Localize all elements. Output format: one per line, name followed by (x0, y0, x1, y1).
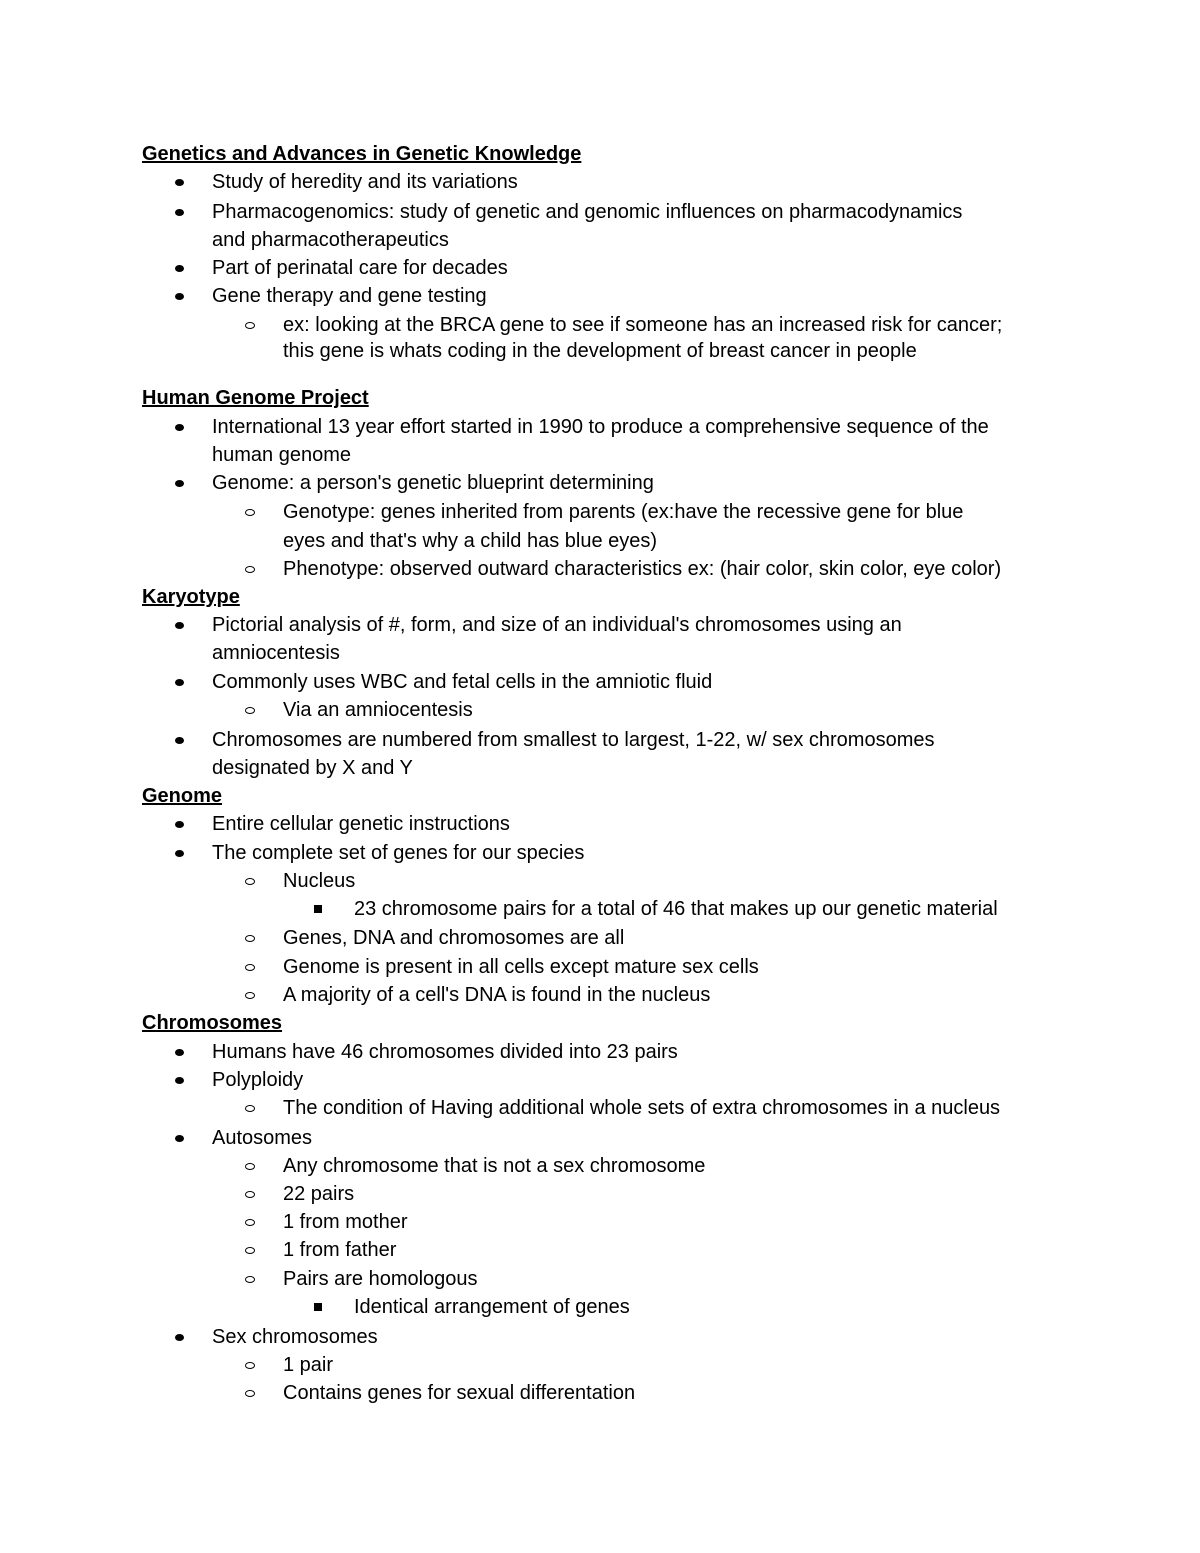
hollow-bullet-icon (245, 1276, 255, 1283)
bullet-icon (175, 622, 184, 629)
list-item-text: Entire cellular genetic instructions (212, 813, 510, 835)
section-heading: Genetics and Advances in Genetic Knowledge (142, 143, 582, 165)
square-bullet-icon (314, 905, 322, 913)
bullet-icon (175, 265, 184, 272)
bullet-icon (175, 850, 184, 857)
bullet-icon (175, 293, 184, 300)
hollow-bullet-icon (245, 509, 255, 516)
list-item-text: Commonly uses WBC and fetal cells in the amniotic fluid (212, 671, 713, 693)
list-item-text: Study of heredity and its variations (212, 171, 518, 193)
bullet-icon (175, 179, 184, 186)
list-item-text: eyes and that's why a child has blue eyes) (283, 530, 658, 552)
section-heading: Karyotype (142, 586, 240, 608)
list-item-text: 1 pair (283, 1354, 334, 1376)
hollow-bullet-icon (245, 1191, 255, 1198)
hollow-bullet-icon (245, 707, 255, 714)
list-item-text: ex: looking at the BRCA gene to see if someone has an increased risk for cancer; (283, 314, 1003, 336)
bullet-icon (175, 1135, 184, 1142)
list-item-text: Genotype: genes inherited from parents (ex:have the recessive gene for blue (283, 501, 964, 523)
hollow-bullet-icon (245, 566, 255, 573)
list-item-text: Pharmacogenomics: study of genetic and genomic influences on pharmacodynamics (212, 201, 963, 223)
list-item-text: Nucleus (283, 870, 356, 892)
section-heading: Human Genome Project (142, 387, 369, 409)
list-item-text: Pictorial analysis of #, form, and size of an individual's chromosomes using an (212, 614, 902, 636)
list-item-text: Phenotype: observed outward characteristics ex: (hair color, skin color, eye color) (283, 558, 1002, 580)
list-item-text: 23 chromosome pairs for a total of 46 that makes up our genetic material (354, 898, 998, 920)
list-item-text: Via an amniocentesis (283, 699, 473, 721)
list-item-text: Identical arrangement of genes (354, 1296, 630, 1318)
list-item-text: Genome: a person's genetic blueprint determining (212, 472, 654, 494)
bullet-icon (175, 480, 184, 487)
square-bullet-icon (314, 1303, 322, 1311)
list-item-text: Autosomes (212, 1127, 313, 1149)
list-item-text: Humans have 46 chromosomes divided into 23 pairs (212, 1041, 678, 1063)
list-item-text: The complete set of genes for our species (212, 842, 585, 864)
hollow-bullet-icon (245, 935, 255, 942)
list-item-text: amniocentesis (212, 642, 340, 664)
hollow-bullet-icon (245, 1105, 255, 1112)
list-item-text: Gene therapy and gene testing (212, 285, 487, 307)
list-item-text: designated by X and Y (212, 757, 413, 779)
list-item-text: this gene is whats coding in the development of breast cancer in people (283, 340, 917, 362)
bullet-icon (175, 737, 184, 744)
list-item-text: The condition of Having additional whole sets of extra chromosomes in a nucleus (283, 1097, 1001, 1119)
list-item-text: Sex chromosomes (212, 1326, 378, 1348)
bullet-icon (175, 1049, 184, 1056)
list-item-text: and pharmacotherapeutics (212, 229, 449, 251)
bullet-icon (175, 1077, 184, 1084)
hollow-bullet-icon (245, 1390, 255, 1397)
list-item-text: Genome is present in all cells except mature sex cells (283, 956, 759, 978)
bullet-icon (175, 679, 184, 686)
list-item-text: 1 from father (283, 1239, 397, 1261)
section-heading: Genome (142, 785, 223, 807)
list-item-text: Chromosomes are numbered from smallest to largest, 1-22, w/ sex chromosomes (212, 729, 935, 751)
hollow-bullet-icon (245, 1247, 255, 1254)
list-item-text: Part of perinatal care for decades (212, 257, 508, 279)
list-item-text: Pairs are homologous (283, 1268, 478, 1290)
bullet-icon (175, 209, 184, 216)
hollow-bullet-icon (245, 878, 255, 885)
list-item-text: International 13 year effort started in 1990 to produce a comprehensive sequence of the (212, 416, 989, 438)
list-item-text: A majority of a cell's DNA is found in the nucleus (283, 984, 711, 1006)
list-item-text: Contains genes for sexual differentation (283, 1382, 636, 1404)
list-item-text: Any chromosome that is not a sex chromosome (283, 1155, 706, 1177)
bullet-icon (175, 821, 184, 828)
hollow-bullet-icon (245, 1362, 255, 1369)
list-item-text: 1 from mother (283, 1211, 408, 1233)
section-heading: Chromosomes (142, 1012, 283, 1034)
hollow-bullet-icon (245, 1219, 255, 1226)
hollow-bullet-icon (245, 964, 255, 971)
list-item-text: 22 pairs (283, 1183, 355, 1205)
list-item-text: Genes, DNA and chromosomes are all (283, 927, 625, 949)
bullet-icon (175, 424, 184, 431)
list-item-text: human genome (212, 444, 351, 466)
hollow-bullet-icon (245, 322, 255, 329)
hollow-bullet-icon (245, 1163, 255, 1170)
list-item-text: Polyploidy (212, 1069, 304, 1091)
bullet-icon (175, 1334, 184, 1341)
hollow-bullet-icon (245, 992, 255, 999)
